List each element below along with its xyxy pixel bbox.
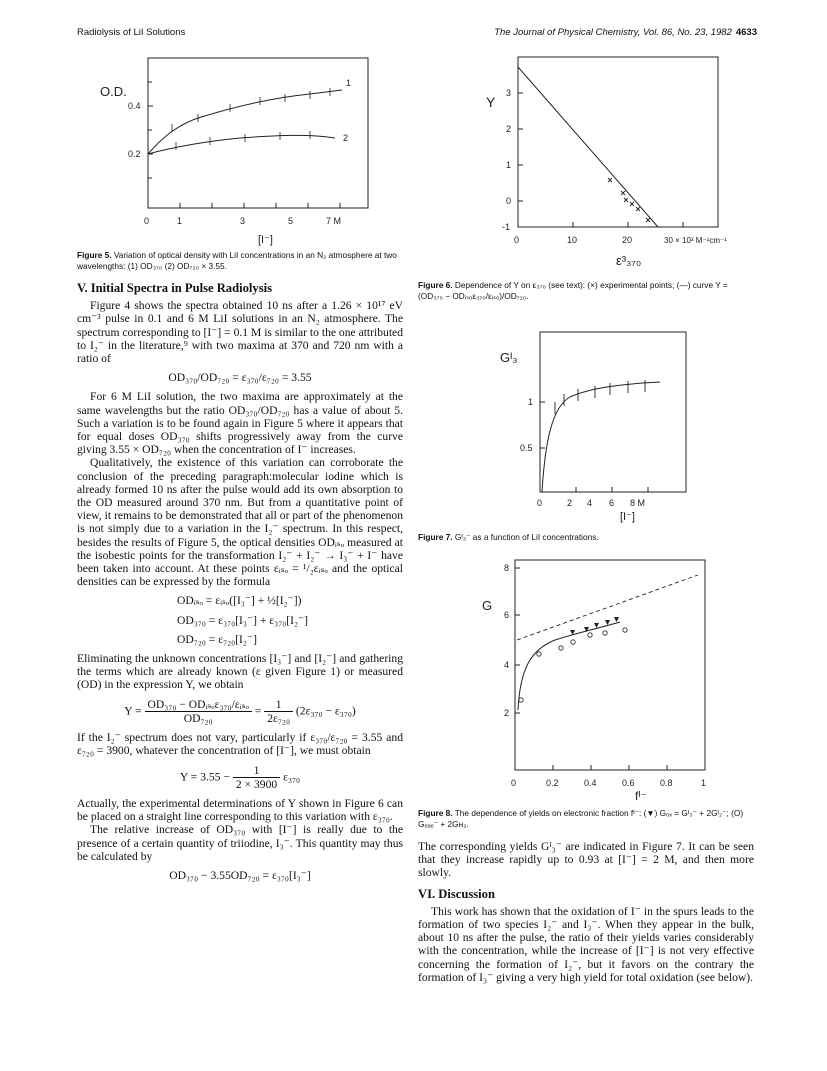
paragraph: This work has shown that the oxidation of I⁻ in the spurs leads to the formation of two species I₂⁻ and I₃⁻. When they appear in the bulk, about 10 ns after the pulse, the ratio of their yields varies considerably with the concentration, while the increase of [I⁻] is not very effective concerning the formation of I₂⁻, but it favors on the contrary the formation of I₃⁻ giving a very high yield for total oxidation (see below). <box>418 904 754 984</box>
fig6-xtick: 0 <box>514 235 520 245</box>
paragraph: The corresponding yields Gᴵ₃⁻ are indicated in Figure 7. It can be seen that they increase rapidly up to 0.93 at [I⁻] = 2 M, and then more slowly. <box>418 840 754 880</box>
fig5-ytick: 0.4 <box>128 101 141 111</box>
fig6-ytick: 1 <box>506 160 512 170</box>
paragraph: For 6 M LiI solution, the two maxima are approximately at the same wavelengths but the ratio OD₃₇₀/OD₇₂₀ has a value of about 5. Such a variation is to be found again in Figure 5 where it appears that for equal doses OD₃₇₀ shifts progressively away from the curve giving 3.55 × OD₇₂₀ when the concentration of I⁻ increases. <box>77 390 403 457</box>
fig5-xtick: 3 <box>240 216 246 226</box>
fig8-xlabel: fᴵ⁻ <box>635 789 647 803</box>
fig8-ylabel: G <box>482 598 493 613</box>
fig7-xtick: 4 <box>587 498 593 508</box>
fig8-ytick: 4 <box>504 660 510 670</box>
equation: OD₃₇₀/OD₇₂₀ = ε₃₇₀/ε₇₂₀ = 3.55 <box>168 371 312 385</box>
fig8-xtick: 0 <box>511 778 517 788</box>
figure-7-caption: Figure 7. Gᴵ₃⁻ as a function of LiI concentrations. <box>418 532 599 542</box>
fig7-curve <box>542 382 660 492</box>
fig6-ytick: 3 <box>506 88 512 98</box>
fig8-dashed-line <box>517 575 698 640</box>
paragraph: Qualitatively, the existence of this variation can corroborate the conclusion of the preceding paragraph:molecular iodine which is already formed 10 ns after the pulse would add its own absorption to the OD measured around 370 nm. But from a quantitative point of view, it remains to be demonstrated that all or part of the phenomenon is not simply due to a variation in the I₂⁻ spectrum. In this respect, besides the results of Figure 5, the optical densities ODᵢₛₒ measured at the isobestic points for the transformation I₂⁻ + I₂⁻ → I₃⁻ + I⁻ have been taken into account. At these points εᵢₛₒ = ¹/₂εᵢₛₒ and the optical densities can be expressed by the formula <box>77 456 403 589</box>
figure-8-plot <box>460 550 720 803</box>
fig7-ylabel: Gᴵ₃ <box>500 350 518 365</box>
fig8-ytick: 2 <box>504 708 510 718</box>
right-column <box>418 840 754 984</box>
fig5-curve-1 <box>148 90 342 154</box>
fig8-ytick: 6 <box>504 610 510 620</box>
running-header-title: Radiolysis of LiI Solutions <box>77 27 186 38</box>
equation: ODᵢₛₒ = εᵢₛₒ([I₃⁻] + ½[I₂⁻]) <box>177 594 302 608</box>
fig7-xtick: 2 <box>567 498 573 508</box>
fig6-line <box>518 67 658 227</box>
section-6-heading: VI. Discussion <box>418 886 495 901</box>
fig6-xtick: 30 × 10³ M⁻¹cm⁻¹ <box>664 236 727 245</box>
fig5-ytick: 0.2 <box>128 149 141 159</box>
left-column <box>77 282 403 888</box>
equation: OD₇₂₀ = ε₇₂₀[I₂⁻] <box>177 632 257 646</box>
fig6-ylabel: Y <box>486 94 496 110</box>
fig6-ytick: -1 <box>502 222 511 232</box>
running-header-journal: The Journal of Physical Chemistry, Vol. 86, No. 23, 1982 4633 <box>494 27 757 38</box>
fig8-xtick: 0.6 <box>622 778 635 788</box>
fig5-curve-label-2: 2 <box>343 133 349 143</box>
figure-7-plot <box>460 322 700 523</box>
fig6-ytick: 2 <box>506 124 512 134</box>
fig6-xtick: 20 <box>622 235 633 245</box>
paragraph: The relative increase of OD₃₇₀ with [I⁻] is really due to the presence of a certain quantity of triiodine, I₃⁻. This quantity may thus be calculated by <box>77 823 403 863</box>
paragraph: If the I₂⁻ spectrum does not vary, particularly if ε₃₇₀/ε₇₂₀ = 3.55 and ε₇₂₀ = 3900, whatever the concentration of [I⁻], we must obtain <box>77 731 403 758</box>
fig5-curve-label-1: 1 <box>346 78 352 88</box>
figure-6-caption: Figure 6. Dependence of Y on ε₃₇₀ (see text): (×) experimental points; (—) curve Y = (OD₃₇₀ − ODᵢₛₒε₃₇₀/εᵢₛₒ)/OD₇₂₀. <box>418 280 728 301</box>
paragraph: Figure 4 shows the spectra obtained 10 ns after a 1.26 × 10¹⁷ eV cm⁻³ pulse in 0.1 and 6 M LiI solutions in an N₂ atmosphere. The spectrum corresponding to [I⁻] = 0.1 M is similar to the one attributed to I₂⁻ in the literature,⁹ with two maxima at 370 and 720 nm with a ratio of <box>77 299 403 366</box>
fig8-xtick: 0.2 <box>546 778 559 788</box>
fig6-xlabel: ε³₃₇₀ <box>616 253 642 268</box>
fig7-ytick: 0.5 <box>520 443 533 453</box>
figure-5-plot <box>80 48 390 248</box>
page-number: 4633 <box>735 27 757 38</box>
fig5-xlabel: [I⁻] <box>258 234 273 246</box>
fig7-xlabel: [I⁻] <box>620 511 635 523</box>
equation-y-ideal: Y = 3.55 − $\frac{1}{2 \times 3900}$ ε₃₇₀ <box>179 763 301 791</box>
paragraph: Eliminating the unknown concentrations [I₃⁻] and [I₂⁻] and gathering the terms which are already known (ε given Figure 1) or measured (OD) in the expression Y, we obtain <box>77 652 403 692</box>
equation: OD₃₇₀ − 3.55OD₇₂₀ = ε₃₇₀[I₃⁻] <box>169 868 311 882</box>
fig8-xtick: 1 <box>701 778 707 788</box>
fig8-xtick: 0.8 <box>660 778 673 788</box>
fig7-xtick: 0 <box>537 498 543 508</box>
figure-8-caption: Figure 8. The dependence of yields on electronic fraction fᴵ⁻: (▼) Gₒₓ = Gᴵ₃⁻ + 2Gᴵ₂⁻; (O) Gₑₐₑ⁻ + 2Gʜ₂. <box>418 808 744 829</box>
fig7-xtick: 8 M <box>630 498 646 508</box>
fig8-ytick: 8 <box>504 563 510 573</box>
figure-5-caption: Figure 5. Variation of optical density with LiI concentrations in an N₂ atmosphere at two wavelengths: (1) OD₃₇₀ (2) OD₇₂₀ × 3.55. <box>77 250 397 271</box>
equation-y: Y = $\frac{\text{OD₃₇₀ − ODᵢₛₒε₃₇₀/εᵢₛₒ}}{\text{OD₇₂₀}}$ = $\frac{1}{\text{2ε₇₂₀}}$ (2ε₃₇₀ − ε₃₇₀) <box>124 697 356 725</box>
fig5-xtick: 0 <box>144 216 150 226</box>
section-5-heading: V. Initial Spectra in Pulse Radiolysis <box>77 281 272 295</box>
paragraph: Actually, the experimental determinations of Y shown in Figure 6 can be placed on a straight line corresponding to this variation with ε₃₇₀. <box>77 796 403 824</box>
fig6-xtick: 10 <box>567 235 578 245</box>
fig5-xtick: 7 M <box>326 216 342 226</box>
fig7-ytick: 1 <box>528 397 534 407</box>
fig5-xtick: 1 <box>177 216 183 226</box>
fig5-ylabel: O.D. <box>100 84 127 99</box>
fig6-ytick: 0 <box>506 196 512 206</box>
equation: OD₃₇₀ = ε₃₇₀[I₃⁻] + ε₃₇₀[I₂⁻] <box>177 613 309 627</box>
figure-6-plot <box>468 55 738 275</box>
fig5-xtick: 5 <box>288 216 294 226</box>
fig8-xtick: 0.4 <box>584 778 597 788</box>
fig7-xtick: 6 <box>609 498 615 508</box>
